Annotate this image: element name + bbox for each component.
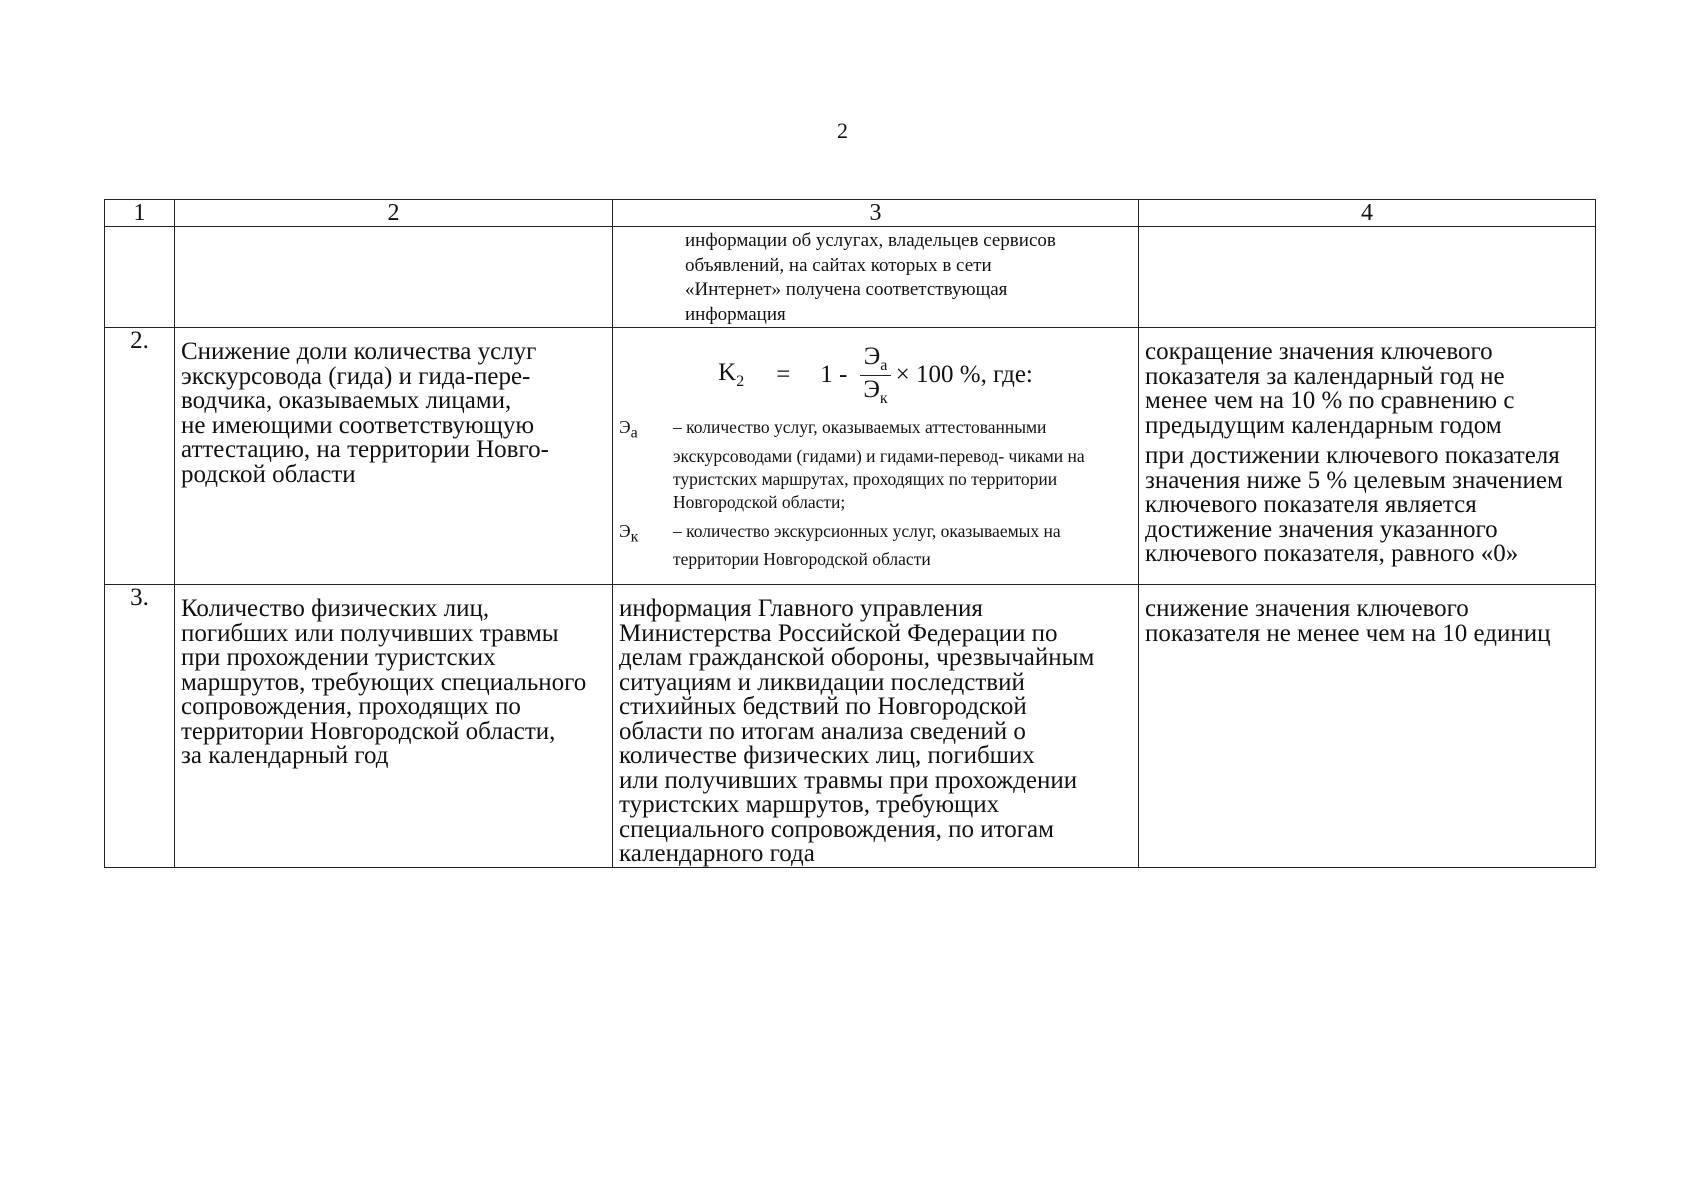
text-line: достижение значения указанного — [1145, 515, 1498, 543]
text-line: менее чем на 10 % по сравнению с — [1145, 387, 1515, 414]
table-row-3 — [105, 585, 1596, 868]
table-row-2 — [105, 328, 1596, 585]
fraction-numerator: $Э_а$ — [860, 343, 892, 376]
text-line: специального сопровождения, по итогам — [619, 815, 1054, 843]
indicator-name — [175, 585, 613, 868]
text-line: Снижение доли количества услуг — [181, 338, 537, 365]
page-number: 2 — [837, 118, 848, 143]
text-line: при прохождении туристских — [181, 644, 496, 671]
text-line: при достижении ключевого показателя — [1145, 442, 1560, 469]
definition-ea: $Э_а$ – количество услуг, оказываемых аттестованными экскурсоводами (гидами) и гидами-перевод- чиками на туристских маршрутах, проходящих по территории Новгородской области; — [619, 417, 1085, 512]
fraction-denominator: $Э_к$ — [863, 375, 888, 407]
text-line: погибших или получивших травмы — [181, 619, 559, 647]
indicators-table — [104, 199, 1596, 868]
data-source — [613, 585, 1139, 868]
text-line: экскурсовода (гида) и гида-пере- — [181, 362, 531, 390]
cont-line: объявлений, на сайтах которых в сети — [685, 254, 992, 276]
text-line: родской области — [181, 460, 356, 488]
formula — [619, 334, 1132, 416]
cont-line: информация — [685, 303, 786, 325]
header-row — [105, 200, 1596, 227]
text-line: календарного года — [619, 840, 815, 867]
text-line: не имеющими соответствующую — [181, 411, 535, 439]
definition-ek: $Э_к$ – количество экскурсионных услуг, оказываемых на территории Новгородской области — [619, 520, 1061, 569]
formula-definitions — [619, 416, 1132, 571]
text-line: предыдущим календарным годом — [1145, 411, 1502, 439]
header-col-1: 1 — [105, 200, 175, 227]
target-value — [1139, 328, 1596, 585]
text-line: Количество физических лиц, — [181, 595, 490, 622]
text-line: делам гражданской обороны, чрезвычайным — [619, 644, 1095, 671]
cont-col-2 — [175, 227, 613, 328]
header-col-3: 3 — [613, 200, 1139, 227]
text-line: показателя за календарный год не — [1145, 362, 1505, 390]
text-line: Министерства Российской Федерации по — [619, 619, 1058, 647]
text-line: ситуациям и ликвидации последствий — [619, 668, 1025, 696]
header-col-2: 2 — [175, 200, 613, 227]
formula-one-minus: 1 - — [820, 361, 848, 388]
cont-line: информации об услугах, владельцев сервисов — [685, 230, 1056, 251]
continuation-text — [619, 227, 1132, 327]
target-paragraph-1 — [1145, 340, 1589, 438]
text-line: информация Главного управления — [619, 595, 983, 622]
cont-col-3 — [613, 227, 1139, 328]
cont-line: «Интернет» получена соответствующая — [685, 279, 1008, 300]
formula-tail: × 100 %, где: — [895, 361, 1033, 388]
cont-col-4 — [1139, 227, 1596, 328]
text-line: снижение значения ключевого — [1145, 595, 1469, 622]
calculation-method — [613, 328, 1139, 585]
text-line: сопровождения, проходящих по — [181, 693, 521, 720]
text-line: маршрутов, требующих специального — [181, 668, 587, 696]
text-line: показателя не менее чем на 10 единиц — [1145, 619, 1551, 647]
text-line: количестве физических лиц, погибших — [619, 742, 1035, 769]
continuation-row — [105, 227, 1596, 328]
text-line: туристских маршрутов, требующих — [619, 791, 1000, 818]
text-line: ключевого показателя, равного «0» — [1145, 540, 1519, 567]
formula-fraction — [859, 343, 891, 408]
text-line: ключевого показателя является — [1145, 491, 1477, 518]
text-line: сокращение значения ключевого — [1145, 338, 1493, 365]
formula-lhs: $K_2$ — [718, 359, 745, 390]
target-paragraph-2 — [1145, 444, 1589, 567]
target-value — [1139, 585, 1596, 868]
text-line: или получивших травмы при прохождении — [619, 766, 1078, 794]
indicator-name — [175, 328, 613, 585]
row-number: 3. — [105, 585, 175, 868]
formula-equals: = — [776, 361, 791, 388]
text-line: области по итогам анализа сведений о — [619, 717, 1026, 745]
row-number: 2. — [105, 328, 175, 585]
header-col-4: 4 — [1139, 200, 1596, 227]
text-line: значения ниже 5 % целевым значением — [1145, 466, 1563, 494]
text-line: территории Новгородской области, — [181, 717, 556, 745]
text-line: аттестацию, на территории Новго- — [181, 436, 549, 463]
text-line: водчика, оказываемых лицами, — [181, 387, 512, 414]
cont-col-1 — [105, 227, 175, 328]
text-line: стихийных бедствий по Новгородской — [619, 693, 1027, 720]
text-line: за календарный год — [181, 742, 389, 769]
